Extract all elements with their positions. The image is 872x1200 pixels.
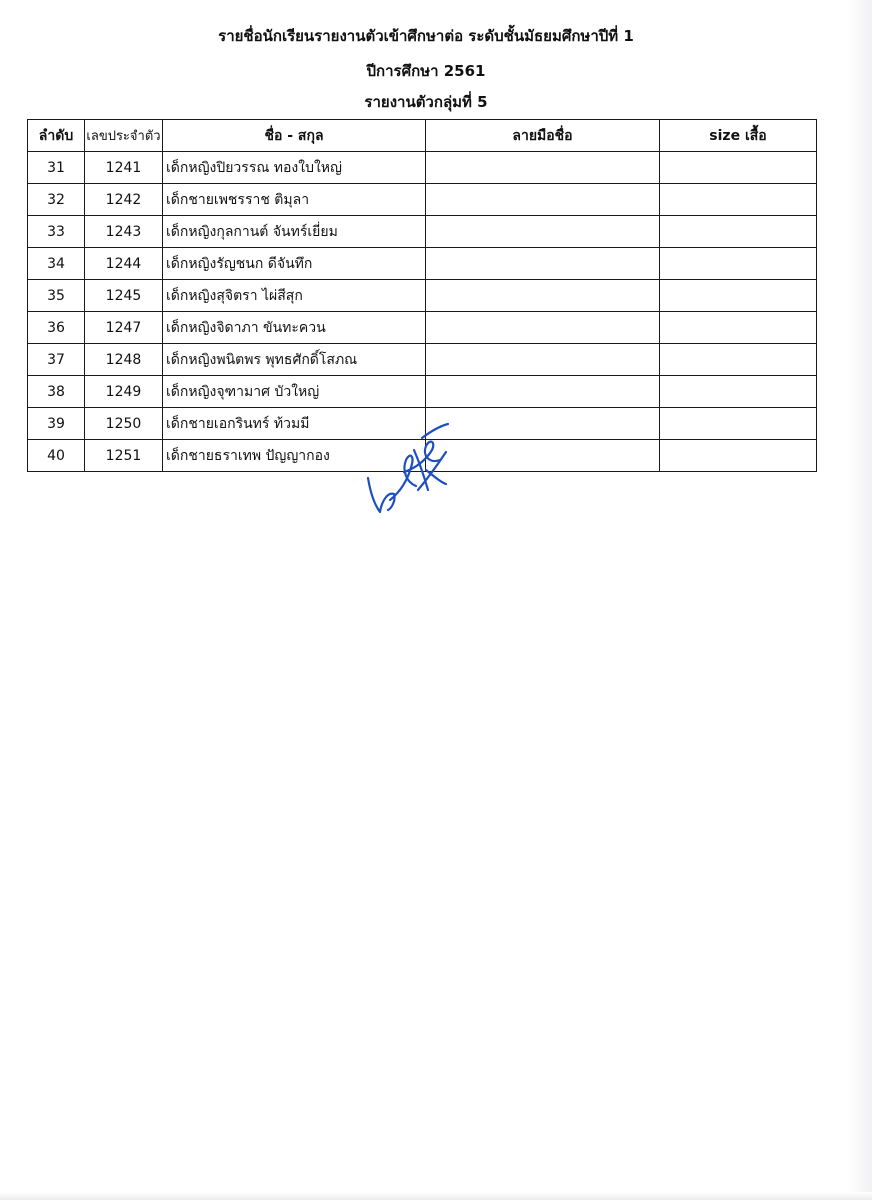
table-row [28,312,817,344]
table-header [28,120,817,152]
table-row [28,152,817,184]
table-row [28,280,817,312]
column-header-shirt-size: size เสื้อ [660,120,817,152]
cell-student-id: 1251 [85,440,163,472]
cell-student-id: 1248 [85,344,163,376]
cell-student-id: 1247 [85,312,163,344]
cell-signature [426,408,660,440]
cell-student-id: 1242 [85,184,163,216]
cell-student-name: เด็กชายเอกรินทร์ ท้วมมี [163,408,426,440]
page-edge-shadow-right [848,0,872,1200]
cell-seq: 37 [28,344,85,376]
cell-signature [426,216,660,248]
academic-year: ปีการศึกษา 2561 [366,62,486,80]
handwritten-signature [360,420,460,520]
cell-seq: 31 [28,152,85,184]
column-header-name: ชื่อ - สกุล [163,120,426,152]
cell-student-id: 1243 [85,216,163,248]
table-row [28,376,817,408]
cell-student-name: เด็กหญิงจิดาภา ขันทะควน [163,312,426,344]
column-header-signature: ลายมือชื่อ [426,120,660,152]
cell-signature [426,184,660,216]
cell-student-id: 1249 [85,376,163,408]
page-edge-shadow-bottom [0,1192,872,1200]
cell-shirt-size [660,184,817,216]
column-header-student-id: เลขประจำตัว [85,120,163,152]
cell-shirt-size [660,312,817,344]
cell-seq: 34 [28,248,85,280]
cell-shirt-size [660,280,817,312]
table-row [28,248,817,280]
table-row [28,216,817,248]
header-row [28,120,817,152]
cell-student-name: เด็กชายเพชรราช ติมุลา [163,184,426,216]
document-title: รายชื่อนักเรียนรายงานตัวเข้าศึกษาต่อ ระดับชั้นมัธยมศึกษาปีที่ 1 [218,27,634,45]
cell-seq: 36 [28,312,85,344]
cell-student-name: เด็กหญิงสุจิตรา ไผ่สีสุก [163,280,426,312]
cell-shirt-size [660,248,817,280]
cell-student-name: เด็กหญิงปิยวรรณ ทองใบใหญ่ [163,152,426,184]
table-row [28,184,817,216]
cell-seq: 33 [28,216,85,248]
cell-signature [426,280,660,312]
cell-shirt-size [660,408,817,440]
cell-student-id: 1241 [85,152,163,184]
cell-student-name: เด็กหญิงพนิตพร พุทธศักดิ์โสภณ [163,344,426,376]
cell-student-name: เด็กชายธราเทพ ปัญญากอง [163,440,426,472]
cell-seq: 32 [28,184,85,216]
cell-seq: 35 [28,280,85,312]
cell-shirt-size [660,440,817,472]
cell-seq: 40 [28,440,85,472]
table-row [28,344,817,376]
cell-student-id: 1244 [85,248,163,280]
cell-student-name: เด็กหญิงรัญชนก ดีจันทึก [163,248,426,280]
cell-seq: 38 [28,376,85,408]
column-header-seq: ลำดับ [28,120,85,152]
cell-shirt-size [660,216,817,248]
cell-signature [426,344,660,376]
cell-signature [426,248,660,280]
cell-signature [426,376,660,408]
cell-signature [426,152,660,184]
cell-seq: 39 [28,408,85,440]
report-group: รายงานตัวกลุ่มที่ 5 [364,93,488,111]
cell-student-name: เด็กหญิงจุฑามาศ บัวใหญ่ [163,376,426,408]
cell-shirt-size [660,344,817,376]
cell-student-name: เด็กหญิงกุลกานต์ จันทร์เยี่ยม [163,216,426,248]
cell-signature [426,312,660,344]
cell-signature [426,440,660,472]
cell-student-id: 1245 [85,280,163,312]
cell-student-id: 1250 [85,408,163,440]
cell-shirt-size [660,152,817,184]
cell-shirt-size [660,376,817,408]
